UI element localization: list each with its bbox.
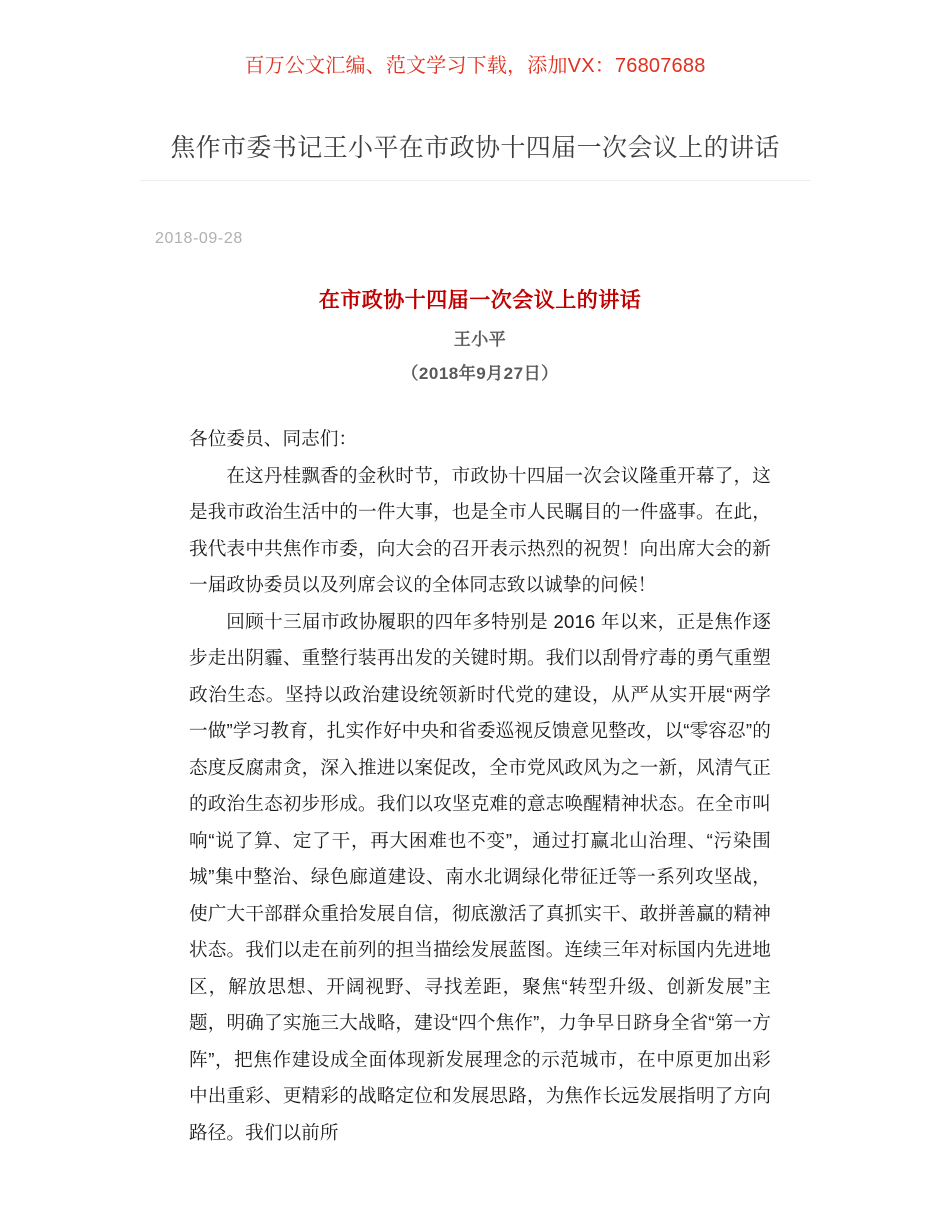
paragraph: 回顾十三届市政协履职的四年多特别是 2016 年以来，正是焦作逐步走出阴霾、重整行装再出发的关键时期。我们以刮骨疗毒的勇气重塑政治生态。坚持以政治建设统领新时代党的建设，从严从实开展“两学一做”学习教育，扎实作好中央和省委巡视反馈意见整改，以“零容忍”的态度反腐肃贪，深入推进以案促改，全市党风政风为之一新，风清气正的政治生态初步形成。我们以攻坚克难的意志唤醒精神状态。在全市叫响“说了算、定了干，再大困难也不变”，通过打赢北山治理、“污染围城”集中整治、绿色廊道建设、南水北调绿化带征迁等一系列攻坚战，使广大干部群众重拾发展自信，彻底激活了真抓实干、敢拼善赢的精神状态。我们以走在前列的担当描绘发展蓝图。连续三年对标国内先进地区，解放思想、开阔视野、寻找差距，聚焦“转型升级、创新发展”主题，明确了实施三大战略，建设“四个焦作”，力争早日跻身全省“第一方阵”，把焦作建设成全面体现新发展理念的示范城市，在中原更加出彩中出重彩、更精彩的战略定位和发展思路，为焦作长远发展指明了方向路径。我们以前所	[189, 610, 771, 1143]
document-body	[189, 285, 771, 1151]
article-header	[140, 128, 810, 181]
speech-title: 在市政协十四届一次会议上的讲话	[318, 289, 642, 312]
publish-date: 2018-09-28	[155, 230, 243, 247]
speech-author: 王小平	[453, 330, 507, 349]
page-title: 焦作市委书记王小平在市政协十四届一次会议上的讲话	[170, 134, 780, 162]
paragraph: 各位委员、同志们：	[189, 428, 358, 449]
promo-banner	[0, 52, 950, 80]
speech-paragraphs	[189, 421, 771, 1151]
promo-banner-text: 百万公文汇编、范文学习下载，添加VX：76807688	[244, 55, 706, 77]
title-divider	[140, 180, 810, 181]
speech-date: （2018年9月27日）	[401, 364, 559, 383]
paragraph: 在这丹桂飘香的金秋时节，市政协十四届一次会议隆重开幕了，这是我市政治生活中的一件大事，也是全市人民瞩目的一件盛事。在此，我代表中共焦作市委，向大会的召开表示热烈的祝贺！向出席大会的新一届政协委员以及列席会议的全体同志致以诚挚的问候！	[189, 464, 771, 595]
